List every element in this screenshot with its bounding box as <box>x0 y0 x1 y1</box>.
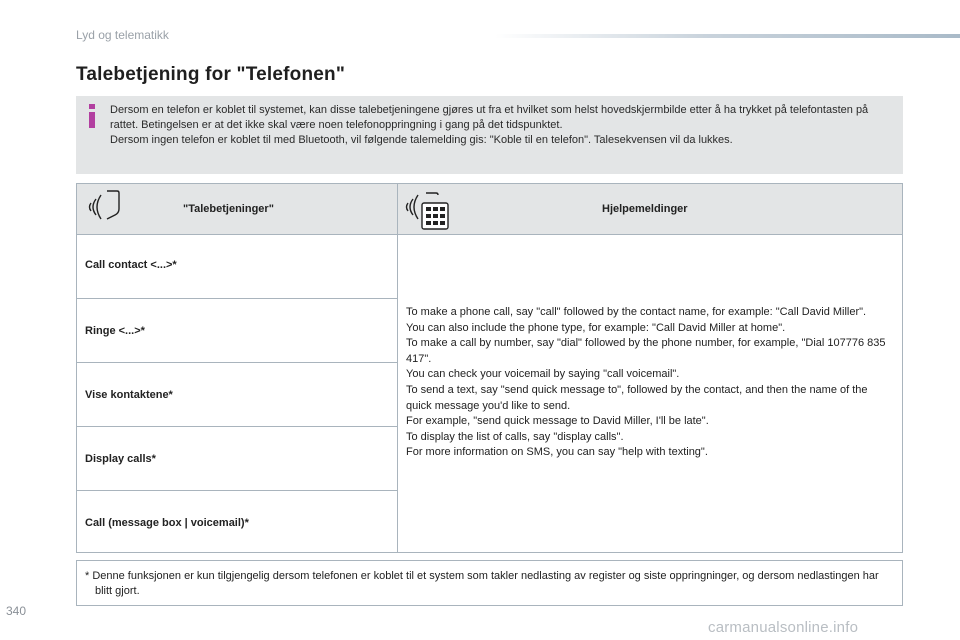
watermark: carmanualsonline.info <box>708 619 859 636</box>
table-row <box>77 427 397 491</box>
page-number: 340 <box>6 604 27 618</box>
help-messages <box>406 305 896 461</box>
table-row <box>77 235 397 299</box>
help-line: You can check your voicemail by saying "call voicemail". <box>406 368 680 381</box>
help-line: To make a call by number, say "dial" followed by the phone number, for example, "Dial 107776 835 417". <box>406 337 886 365</box>
voice-command-table <box>76 183 903 553</box>
header-cell-commands <box>77 184 397 234</box>
header-commands: "Talebetjeninger" <box>183 203 274 215</box>
header-cell-help <box>398 184 902 234</box>
table-header-row <box>77 184 902 235</box>
voice-help-icon <box>404 189 452 231</box>
help-line: For example, "send quick message to David Miller, I'll be late". <box>406 415 709 428</box>
header-rule <box>495 34 960 38</box>
command-ringe: Ringe <...>* <box>85 325 145 337</box>
column-divider <box>397 184 398 552</box>
footnote-box <box>76 560 903 606</box>
help-line: You can also include the phone type, for example: "Call David Miller at home". <box>406 321 786 334</box>
info-paragraph: Dersom ingen telefon er koblet til med Bluetooth, vil følgende talemelding gis: "Koble til en telefon". Talesekvensen vil da lukkes. <box>110 134 733 146</box>
help-line: To send a text, say "send quick message to", followed by the contact, and then the name of the quick message you'd like to send. <box>406 383 868 412</box>
info-icon <box>87 104 97 128</box>
command-display-calls: Display calls* <box>85 453 156 465</box>
footnote-text: * Denne funksjonen er kun tilgjengelig dersom telefonen er koblet til et system som takler nedlasting av register og siste oppringninger, og dersom nedlastingen har blitt gjort. <box>85 570 879 597</box>
command-call-voicemail: Call (message box | voicemail)* <box>85 517 249 529</box>
header-help: Hjelpemeldinger <box>602 203 688 215</box>
help-line: For more information on SMS, you can say "help with texting". <box>406 446 708 459</box>
table-row <box>77 363 397 427</box>
info-text <box>110 103 890 148</box>
section-label: Lyd og telematikk <box>76 28 169 42</box>
info-box <box>76 96 903 174</box>
command-vise-kontaktene: Vise kontaktene* <box>85 389 173 401</box>
table-row <box>77 491 397 552</box>
voice-command-icon <box>87 189 121 225</box>
table-row <box>77 299 397 363</box>
help-line: To display the list of calls, say "display calls". <box>406 430 624 443</box>
help-line: To make a phone call, say "call" followed by the contact name, for example: "Call David Miller". <box>406 306 867 318</box>
info-paragraph: Dersom en telefon er koblet til systemet, kan disse talebetjeningene gjøres ut fra et hvilket som helst hovedskjermbilde etter å ha trykket på telefontasten på rattet. Betingelsen er at det ikke skal være noen telefonoppringning i gang på det tidspunktet. <box>110 104 869 131</box>
page-title: Talebetjening for "Telefonen" <box>76 64 346 85</box>
command-call-contact: Call contact <...>* <box>85 259 177 271</box>
